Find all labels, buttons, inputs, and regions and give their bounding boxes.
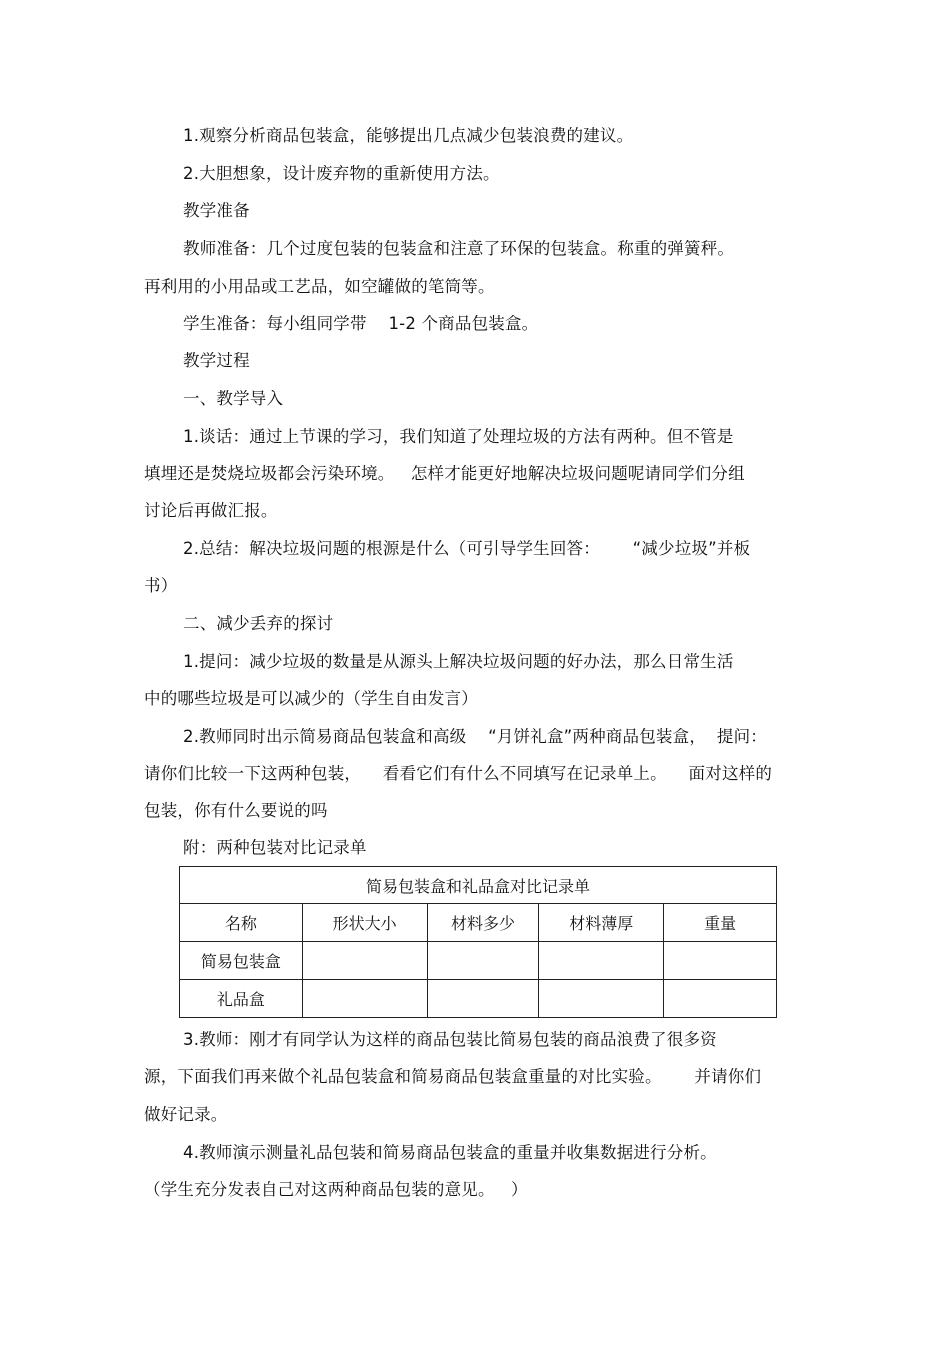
header-name: 名称 (180, 904, 303, 942)
table-cell (539, 942, 664, 980)
table-cell (427, 942, 539, 980)
part2-p4-line-1: 4.教师演示测量礼品包装和简易商品包装盒的重量并收集数据进行分析。 (183, 1143, 717, 1162)
part2-p4-line-2: （学生充分发表自己对这两种商品包装的意见。 ） (144, 1180, 528, 1199)
part2-p2-line-3: 包装，你有什么要说的吗 (144, 801, 328, 820)
table-header-row (180, 904, 777, 942)
table-cell (302, 980, 427, 1018)
part2-p1-line-2: 中的哪些垃圾是可以减少的（学生自由发言） (144, 689, 478, 708)
process-heading: 教学过程 (183, 351, 250, 370)
part1-p1-line-3: 讨论后再做汇报。 (144, 501, 278, 520)
header-weight: 重量 (664, 904, 777, 942)
part2-p3-line-1: 3.教师：刚才有同学认为这样的商品包装比简易包装的商品浪费了很多资 (183, 1030, 717, 1049)
teacher-prep-line-2: 再利用的小用品或工艺品，如空罐做的笔筒等。 (144, 277, 495, 296)
table-cell (539, 980, 664, 1018)
table-row (180, 980, 777, 1018)
table-cell (664, 942, 777, 980)
part2-p2-line-2: 请你们比较一下这两种包装， 看看它们有什么不同填写在记录单上。 面对这样的 (144, 764, 773, 783)
student-prep: 学生准备：每小组同学带 1-2 个商品包装盒。 (183, 314, 539, 333)
row-label: 简易包装盒 (180, 942, 303, 980)
attachment-caption: 附：两种包装对比记录单 (183, 838, 367, 857)
header-material-amount: 材料多少 (427, 904, 539, 942)
table-cell (302, 942, 427, 980)
part2-p1-line-1: 1.提问：减少垃圾的数量是从源头上解决垃圾问题的好办法，那么日常生活 (183, 652, 734, 671)
objective-1: 1.观察分析商品包装盒，能够提出几点减少包装浪费的建议。 (183, 126, 634, 145)
header-shape-size: 形状大小 (302, 904, 427, 942)
part2-heading: 二、减少丢弃的探讨 (183, 614, 334, 633)
part2-p3-line-3: 做好记录。 (144, 1105, 228, 1124)
table-title-row (180, 867, 777, 904)
part1-p1-line-1: 1.谈话：通过上节课的学习，我们知道了处理垃圾的方法有两种。但不管是 (183, 427, 734, 446)
table-title: 简易包装盒和礼品盒对比记录单 (180, 867, 777, 904)
table-cell (664, 980, 777, 1018)
part1-p2-line-1: 2.总结：解决垃圾问题的根源是什么（可引导学生回答： “减少垃圾”并板 (183, 539, 751, 558)
table-row (180, 942, 777, 980)
comparison-table (179, 866, 777, 1018)
part2-p2-line-1: 2.教师同时出示简易商品包装盒和高级 “月饼礼盒”两种商品包装盒， 提问： (183, 727, 768, 746)
part1-heading: 一、教学导入 (183, 389, 284, 408)
header-material-thickness: 材料薄厚 (539, 904, 664, 942)
objective-2: 2.大胆想象，设计废弃物的重新使用方法。 (183, 164, 500, 183)
part1-p1-line-2: 填埋还是焚烧垃圾都会污染环境。 怎样才能更好地解决垃圾问题呢请同学们分组 (144, 464, 745, 483)
row-label: 礼品盒 (180, 980, 303, 1018)
part1-p2-line-2: 书） (144, 576, 178, 595)
table-cell (427, 980, 539, 1018)
teacher-prep-line-1: 教师准备：几个过度包装的包装盒和注意了环保的包装盒。称重的弹簧秤。 (183, 239, 735, 258)
part2-p3-line-2: 源，下面我们再来做个礼品包装盒和简易商品包装盒重量的对比实验。 并请你们 (144, 1067, 762, 1086)
prep-heading: 教学准备 (183, 201, 250, 220)
